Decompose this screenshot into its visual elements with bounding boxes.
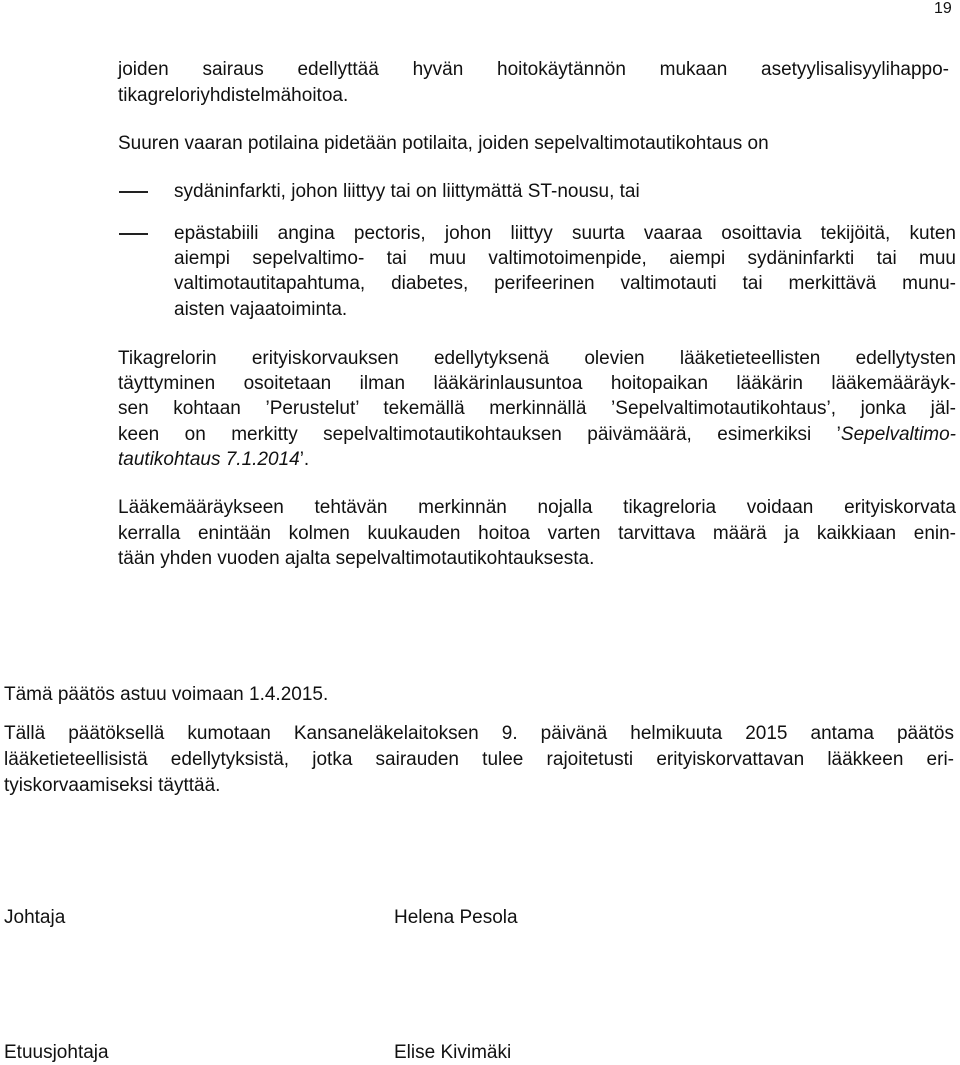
effective-date: Tämä päätös astuu voimaan 1.4.2015. xyxy=(4,684,329,705)
paragraph-2-line-3: tään yhden vuoden ajalta sepelvaltimotautikohtauksesta. xyxy=(118,548,595,569)
page-number: 19 xyxy=(934,0,952,17)
repeal-line-1: Tällä päätöksellä kumotaan Kansaneläkelaitoksen 9. päivänä helmikuuta 2015 antama päätös xyxy=(4,723,954,744)
paragraph-1-line-4-start: keen on merkitty sepelvaltimotautikohtauksen päivämäärä, esimerkiksi ’ xyxy=(118,424,841,445)
repeal-line-3: tyiskorvaamiseksi täyttää. xyxy=(4,775,221,796)
paragraph-1-line-4 xyxy=(118,423,956,447)
paragraph-1-line-5 xyxy=(118,448,309,472)
signature-name-1: Helena Pesola xyxy=(394,907,518,928)
intro-line-1: joiden sairaus edellyttää hyvän hoitokäytännön mukaan asetyylisalisyylihappo- xyxy=(118,59,949,80)
signature-title-2: Etuusjohtaja xyxy=(4,1042,109,1063)
bullet-dash-icon xyxy=(119,191,148,193)
bullet-2-line-1: epästabiili angina pectoris, johon liittyy suurta vaaraa osoittavia tekijöitä, kuten xyxy=(174,223,956,244)
paragraph-1-line-5-end: ’. xyxy=(299,449,310,470)
paragraph-1-line-1: Tikagrelorin erityiskorvauksen edellytyksenä olevien lääketieteellisten edellytysten xyxy=(118,348,956,369)
risk-intro: Suuren vaaran potilaina pidetään potilaita, joiden sepelvaltimotautikohtaus on xyxy=(118,133,769,154)
paragraph-2-line-1: Lääkemääräykseen tehtävän merkinnän nojalla tikagreloria voidaan erityiskorvata xyxy=(118,497,956,518)
repeal-line-2: lääketieteellisistä edellytyksistä, jotka sairauden tulee rajoitetusti erityiskorvattavan lääkkeen eri- xyxy=(4,749,954,770)
bullet-2-line-2: aiempi sepelvaltimo- tai muu valtimotoimenpide, aiempi sydäninfarkti tai muu xyxy=(174,248,956,269)
example-date-italic: Sepelvaltimo- xyxy=(840,424,956,445)
signature-title-1: Johtaja xyxy=(4,907,66,928)
intro-line-2: tikagreloriyhdistelmähoitoa. xyxy=(118,85,349,106)
paragraph-2-line-2: kerralla enintään kolmen kuukauden hoitoa varten tarvittava määrä ja kaikkiaan enin- xyxy=(118,523,956,544)
paragraph-1-line-2: täyttyminen osoitetaan ilman lääkärinlausuntoa hoitopaikan lääkärin lääkemääräyk- xyxy=(118,373,956,394)
paragraph-1-line-3: sen kohtaan ’Perustelut’ tekemällä merkinnällä ’Sepelvaltimotautikohtaus’, jonka jäl- xyxy=(118,398,956,419)
example-date-italic-cont: tautikohtaus 7.1.2014 xyxy=(118,449,300,470)
bullet-2-line-4: aisten vajaatoiminta. xyxy=(174,299,348,320)
bullet-2-line-3: valtimotautitapahtuma, diabetes, perifeerinen valtimotauti tai merkittävä munu- xyxy=(174,273,956,294)
signature-name-2: Elise Kivimäki xyxy=(394,1042,512,1063)
bullet-1-line-1: sydäninfarkti, johon liittyy tai on liittymättä ST-nousu, tai xyxy=(174,181,640,202)
bullet-dash-icon xyxy=(119,233,148,235)
